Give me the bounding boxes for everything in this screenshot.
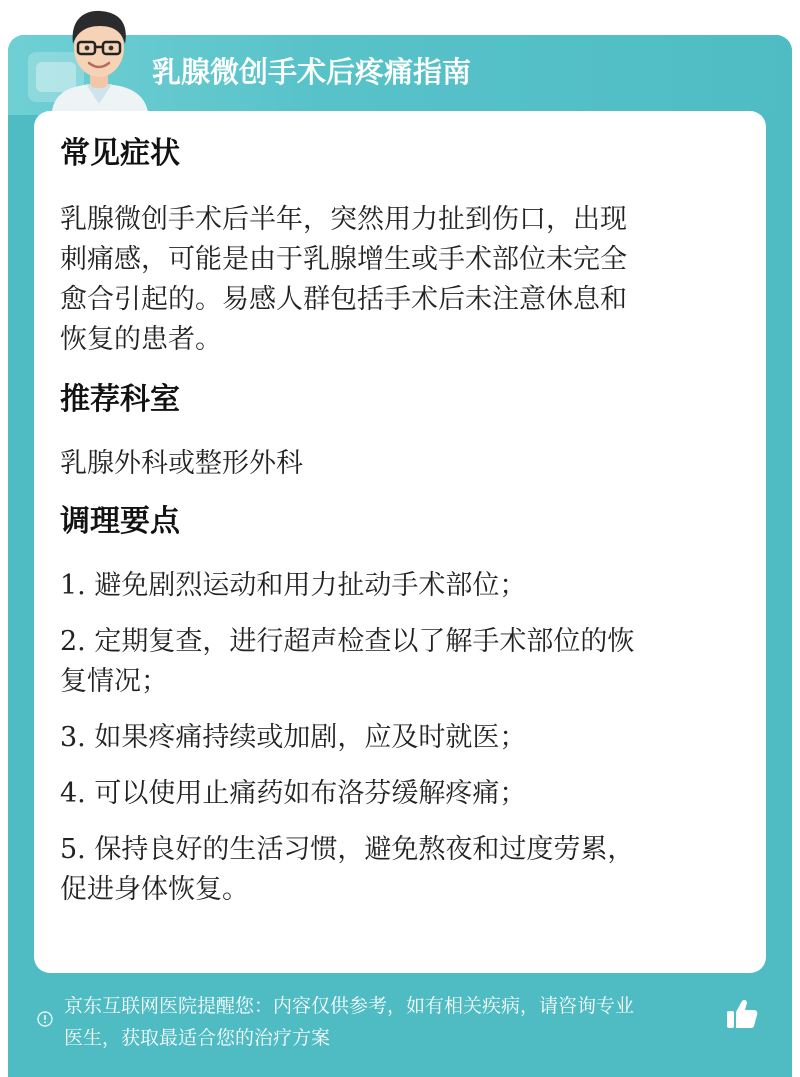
list-item (60, 830, 740, 910)
section-heading-care: 调理要点 (60, 504, 180, 539)
section-heading-department: 推荐科室 (60, 382, 180, 417)
list-text: 复情况； (60, 666, 168, 697)
list-text: 避免剧烈运动和用力扯动手术部位； (94, 570, 527, 601)
list-text: 可以使用止痛药如布洛芬缓解疼痛； (94, 778, 527, 809)
section-heading-symptoms: 常见症状 (60, 136, 180, 171)
list-item (60, 566, 740, 606)
list-number: 2. (60, 626, 86, 657)
disclaimer (64, 990, 728, 1054)
symptoms-line: 恢复的患者。 (60, 324, 222, 355)
symptoms-line: 乳腺微创手术后半年，突然用力扯到伤口，出现 (60, 204, 627, 235)
info-icon (37, 1011, 53, 1027)
list-number: 3. (60, 722, 86, 753)
content-area (60, 130, 740, 910)
list-text: 促进身体恢复。 (60, 874, 249, 905)
symptoms-line: 刺痛感，可能是由于乳腺增生或手术部位未完全 (60, 244, 627, 275)
disclaimer-line: 医生，获取最适合您的治疗方案 (64, 1027, 331, 1049)
list-number: 1. (60, 570, 86, 601)
disclaimer-line: 京东互联网医院提醒您：内容仅供参考，如有相关疾病，请咨询专业 (64, 995, 635, 1017)
list-item (60, 622, 740, 702)
symptoms-line: 愈合引起的。易感人群包括手术后未注意休息和 (60, 284, 627, 315)
list-number: 5. (60, 834, 86, 865)
list-item (60, 718, 740, 758)
list-number: 4. (60, 778, 86, 809)
doctor-avatar-icon (44, 0, 154, 112)
department-line: 乳腺外科或整形外科 (60, 448, 303, 479)
thumbs-up-icon[interactable] (724, 996, 760, 1032)
list-text: 保持良好的生活习惯，避免熬夜和过度劳累， (94, 834, 635, 865)
page-title: 乳腺微创手术后疼痛指南 (152, 55, 472, 89)
list-item (60, 774, 740, 814)
list-text: 定期复查，进行超声检查以了解手术部位的恢 (94, 626, 635, 657)
list-text: 如果疼痛持续或加剧，应及时就医； (94, 722, 527, 753)
